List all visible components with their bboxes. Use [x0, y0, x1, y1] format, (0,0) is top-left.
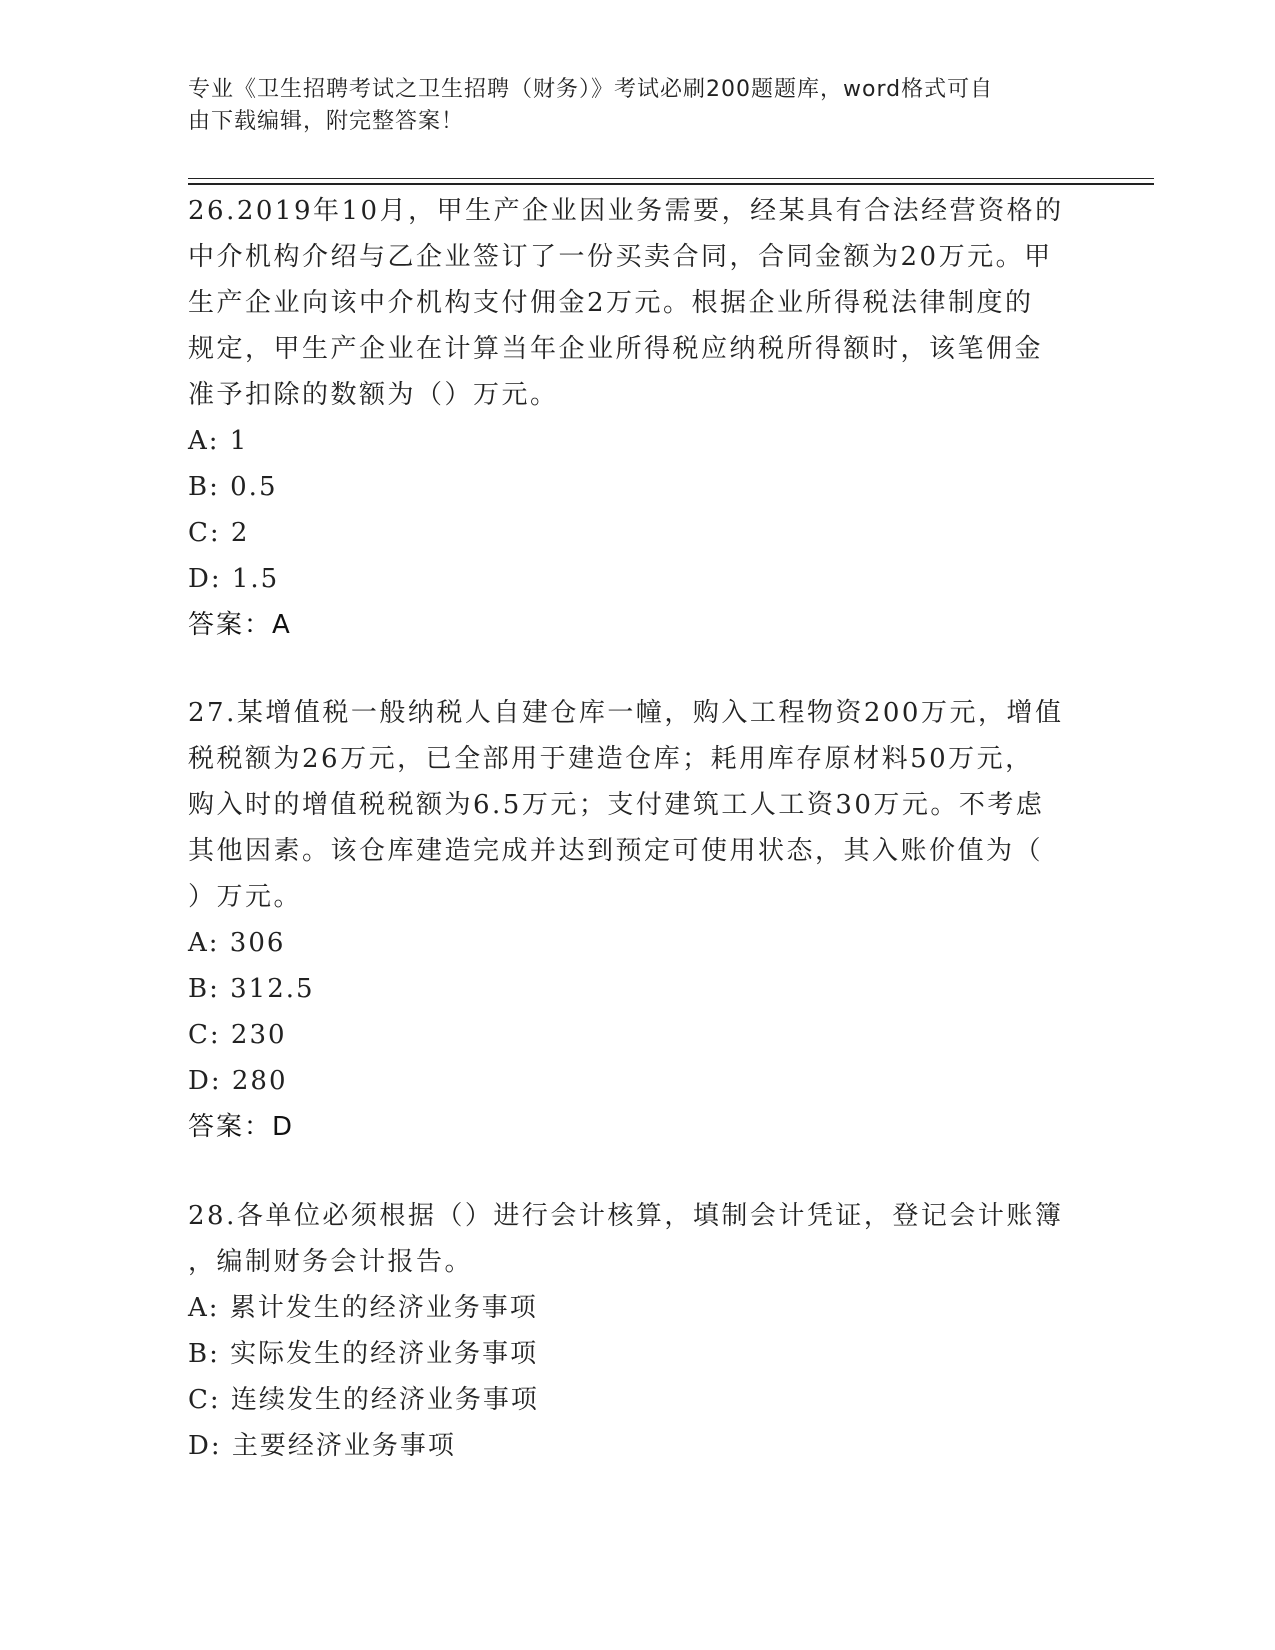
option-d: D: 主要经济业务事项: [188, 1431, 456, 1461]
question-stem-line: 准予扣除的数额为（）万元。: [188, 380, 559, 410]
option-a: A: 1: [188, 426, 249, 456]
option-b: B: 0.5: [188, 472, 278, 502]
option-d: D: 1.5: [188, 564, 280, 594]
question-stem-line: ）万元。: [188, 882, 303, 912]
option-c: C: 230: [188, 1020, 287, 1050]
question-stem-line: 28.各单位必须根据（）进行会计核算，填制会计凭证，登记会计账簿: [188, 1201, 1064, 1231]
header-divider-thick: [188, 183, 1154, 185]
question-stem-line: 其他因素。该仓库建造完成并达到预定可使用状态，其入账价值为（: [188, 836, 1044, 866]
question-stem-line: 生产企业向该中介机构支付佣金2万元。根据企业所得税法律制度的: [188, 288, 1034, 318]
question-stem-line: ，编制财务会计报告。: [188, 1247, 474, 1277]
question-stem-line: 27.某增值税一般纳税人自建仓库一幢，购入工程物资200万元，增值: [188, 698, 1064, 728]
header-line: 专业《卫生招聘考试之卫生招聘（财务）》考试必刷200题题库，word格式可自: [188, 77, 994, 102]
question-stem-line: 中介机构介绍与乙企业签订了一份买卖合同，合同金额为20万元。甲: [188, 242, 1053, 272]
question-28: [188, 1193, 1078, 1469]
option-b: B: 实际发生的经济业务事项: [188, 1339, 539, 1369]
question-stem-line: 26.2019年10月，甲生产企业因业务需要，经某具有合法经营资格的: [188, 196, 1064, 226]
question-stem-line: 规定，甲生产企业在计算当年企业所得税应纳税所得额时，该笔佣金: [188, 334, 1044, 364]
option-c: C: 2: [188, 518, 250, 548]
question-stem-line: 购入时的增值税税额为6.5万元；支付建筑工人工资30万元。不考虑: [188, 790, 1045, 820]
option-a: A: 累计发生的经济业务事项: [188, 1293, 538, 1323]
question-stem-line: 税税额为26万元，已全部用于建造仓库；耗用库存原材料50万元，: [188, 744, 1034, 774]
document-header: [188, 74, 1068, 138]
header-line: 由下载编辑，附完整答案！: [188, 109, 465, 134]
option-d: D: 280: [188, 1066, 288, 1096]
header-divider-thin: [188, 178, 1154, 179]
answer-label: 答案：D: [188, 1112, 295, 1142]
answer-label: 答案：A: [188, 610, 292, 640]
option-b: B: 312.5: [188, 974, 315, 1004]
option-a: A: 306: [188, 928, 286, 958]
option-c: C: 连续发生的经济业务事项: [188, 1385, 539, 1415]
question-26: [188, 188, 1078, 648]
question-27: [188, 690, 1078, 1150]
